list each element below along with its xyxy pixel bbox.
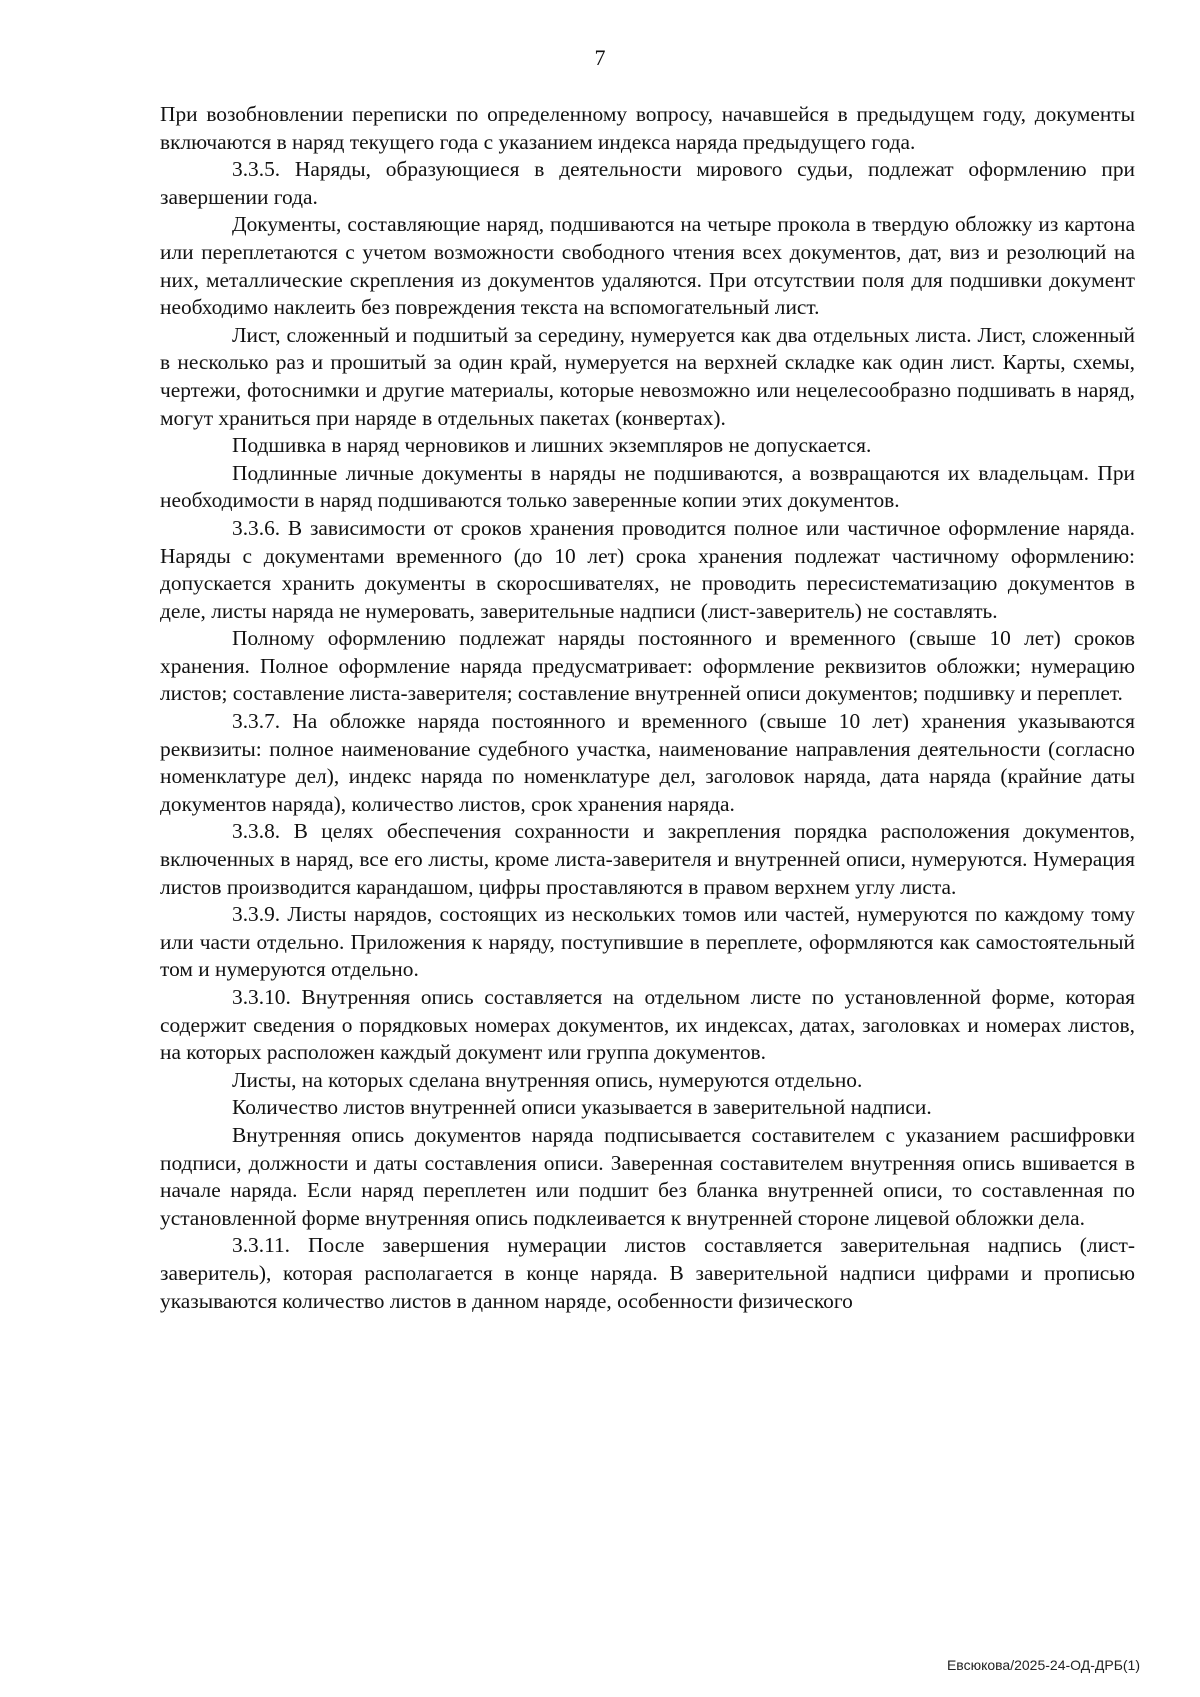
paragraph: Подшивка в наряд черновиков и лишних экземпляров не допускается. bbox=[232, 433, 872, 458]
paragraph: 3.3.5. Наряды, образующиеся в деятельности мирового судьи, подлежат оформлению при завершении года. bbox=[160, 157, 1135, 209]
paragraph: 3.3.8. В целях обеспечения сохранности и закрепления порядка расположения документов, включенных в наряд, все его листы, кроме листа-заверителя и внутренней описи, нумеруются. Нумерация листов производится карандашом, цифры проставляются в правом верхнем углу листа. bbox=[160, 819, 1135, 899]
paragraph: 3.3.9. Листы нарядов, состоящих из нескольких томов или частей, нумеруются по каждому тому или части отдельно. Приложения к наряду, поступившие в переплете, оформляются как самостоятельный том и нумеруются отдельно. bbox=[160, 902, 1135, 982]
paragraph: Листы, на которых сделана внутренняя опись, нумеруются отдельно. bbox=[232, 1067, 863, 1092]
paragraph: Количество листов внутренней описи указывается в заверительной надписи. bbox=[232, 1095, 932, 1120]
paragraph: Внутренняя опись документов наряда подписывается составителем с указанием расшифровки подписи, должности и даты составления описи. Заверенная составителем внутренняя опись вшивается в начале наряда. Если наряд переплетен или подшит без бланка внутренней описи, то составленная по установленной форме внутренняя опись подклеивается к внутренней стороне лицевой обложки дела. bbox=[160, 1122, 1135, 1230]
document-body bbox=[160, 101, 1135, 1315]
paragraph: Лист, сложенный и подшитый за середину, нумеруется как два отдельных листа. Лист, сложенный в несколько раз и прошитый за один край, нумеруется на верхней складке как один лист. Карты, схемы, чертежи, фотоснимки и другие материалы, которые невозможно или нецелесообразно подшивать в наряд, могут храниться при наряде в отдельных пакетах (конвертах). bbox=[160, 322, 1135, 430]
paragraph: Документы, составляющие наряд, подшиваются на четыре прокола в твердую обложку из картона или переплетаются с учетом возможности свободного чтения всех документов, дат, виз и резолюций на них, металлические скрепления из документов удаляются. При отсутствии поля для подшивки документ необходимо наклеить без повреждения текста на вспомогательный лист. bbox=[160, 212, 1135, 320]
paragraph: 3.3.11. После завершения нумерации листов составляется заверительная надпись (лист-заверитель), которая располагается в конце наряда. В заверительной надписи цифрами и прописью указываются количество листов в данном наряде, особенности физического bbox=[160, 1233, 1135, 1313]
page-number: 7 bbox=[594, 45, 606, 70]
paragraph: 3.3.10. Внутренняя опись составляется на отдельном листе по установленной форме, которая содержит сведения о порядковых номерах документов, их индексах, датах, заголовках и номерах листов, на которых расположен каждый документ или группа документов. bbox=[160, 985, 1135, 1065]
paragraph: 3.3.7. На обложке наряда постоянного и временного (свыше 10 лет) хранения указываются реквизиты: полное наименование судебного участка, наименование направления деятельности (согласно номенклатуре дел), индекс наряда по номенклатуре дел, заголовок наряда, дата наряда (крайние даты документов наряда), количество листов, срок хранения наряда. bbox=[160, 709, 1135, 816]
paragraph: При возобновлении переписки по определенному вопросу, начавшейся в предыдущем году, документы включаются в наряд текущего года с указанием индекса наряда предыдущего года. bbox=[160, 102, 1135, 154]
document-reference: Евсюкова/2025-24-ОД-ДРБ(1) bbox=[946, 1657, 1140, 1673]
paragraph: 3.3.6. В зависимости от сроков хранения проводится полное или частичное оформление наряда. Наряды с документами временного (до 10 лет) срока хранения подлежат частичному оформлению: допускается хранить документы в скоросшивателях, не проводить пересистематизацию документов в деле, листы наряда не нумеровать, заверительные надписи (лист-заверитель) не составлять. bbox=[160, 515, 1135, 623]
paragraph: Подлинные личные документы в наряды не подшиваются, а возвращаются их владельцам. При необходимости в наряд подшиваются только заверенные копии этих документов. bbox=[160, 460, 1135, 513]
paragraph: Полному оформлению подлежат наряды постоянного и временного (свыше 10 лет) сроков хранения. Полное оформление наряда предусматривает: оформление реквизитов обложки; нумерацию листов; составление листа-заверителя; составление внутренней описи документов; подшивку и переплет. bbox=[160, 626, 1135, 706]
